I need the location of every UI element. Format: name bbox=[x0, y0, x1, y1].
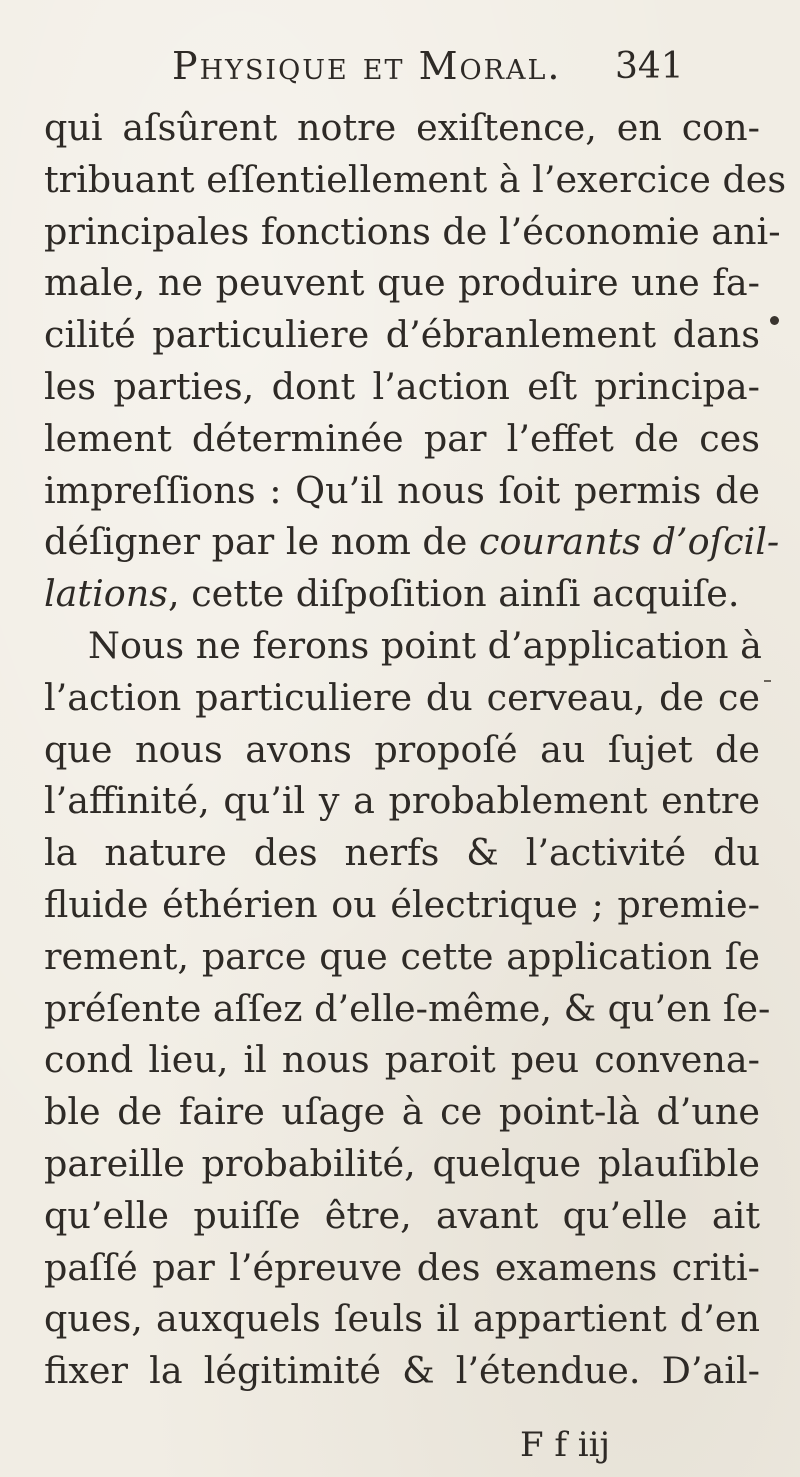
page-header bbox=[60, 44, 760, 108]
text-line: fixer la légitimité & l’étendue. D’ail- bbox=[44, 1349, 760, 1393]
italic-term: lations bbox=[44, 572, 168, 616]
text-line: male, ne peuvent que produire une fa- bbox=[44, 261, 760, 305]
page-number: 341 bbox=[615, 46, 684, 87]
text-segment: déſigner par le nom de bbox=[44, 520, 479, 564]
margin-ink-dash bbox=[764, 680, 771, 682]
text-line: l’action particuliere du cerveau, de ce bbox=[44, 675, 760, 719]
text-line bbox=[44, 568, 760, 620]
running-title: Physique et Moral. bbox=[172, 44, 562, 88]
text-line: la nature des nerfs & l’activité du bbox=[44, 831, 760, 875]
paragraph-start-line: Nous ne ferons point d’application à bbox=[88, 623, 762, 667]
text-line: cond lieu, il nous paroit peu convena- bbox=[44, 1038, 760, 1082]
italic-term: courants d’oſcil- bbox=[479, 520, 780, 564]
text-line: tribuant eſſentiellement à l’exercice des bbox=[44, 157, 787, 201]
text-line: pareille probabilité, quelque plauſible bbox=[44, 1141, 760, 1185]
text-line: qu’elle puiſſe être, avant qu’elle ait bbox=[44, 1193, 760, 1237]
text-line: impreſſions : Qu’il nous ſoit permis de bbox=[44, 468, 760, 512]
text-line: préſente aſſez d’elle-même, & qu’en ſe- bbox=[44, 986, 771, 1030]
text-line bbox=[44, 516, 780, 568]
text-line: paſſé par l’épreuve des examens criti- bbox=[44, 1245, 760, 1289]
text-line: ble de faire uſage à ce point-là d’une bbox=[44, 1090, 760, 1134]
text-line: cilité particuliere d’ébranlement dans bbox=[44, 313, 760, 357]
text-line: qui aſsûrent notre exiſtence, en con- bbox=[44, 106, 760, 149]
text-line: principales fonctions de l’économie ani- bbox=[44, 209, 781, 253]
text-line: lement déterminée par l’effet de ces bbox=[44, 416, 760, 460]
body-text bbox=[44, 102, 787, 1397]
text-line: ques, auxquels ſeuls il appartient d’en bbox=[44, 1297, 760, 1341]
signature-mark: F f iij bbox=[520, 1425, 611, 1465]
text-line: fluide éthérien ou électrique ; premie- bbox=[44, 882, 760, 926]
text-segment: , cette diſpoſition ainſi acquiſe. bbox=[168, 572, 740, 616]
text-line: les parties, dont l’action eſt principa- bbox=[44, 364, 760, 408]
text-line: rement, parce que cette application ſe bbox=[44, 934, 760, 978]
text-line: que nous avons propoſé au ſujet de bbox=[44, 727, 760, 771]
text-line: l’affinité, qu’il y a probablement entre bbox=[44, 779, 760, 823]
margin-ink-dot bbox=[770, 316, 779, 325]
